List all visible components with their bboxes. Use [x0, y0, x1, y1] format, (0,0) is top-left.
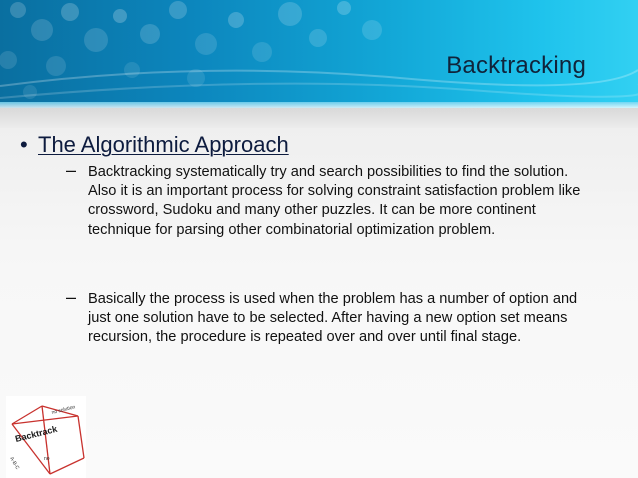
logo-label: no: [44, 456, 50, 462]
paragraph-text: Backtracking systematically try and search possibilities to find the solution. Also it is an important process for solving constraint satisfaction problem like crossword, Sudoku and many other puzzles. It can be more continent technique for parsing other combinatorial optimization problem.: [88, 164, 581, 238]
paragraph-text: Basically the process is used when the problem has a number of option and just one solution have to be selected. After having a new option set means recursion, the procedure is repeated over and over until final stage.: [88, 291, 578, 346]
slide-title: Backtracking: [446, 52, 586, 79]
dash-marker: –: [66, 287, 77, 307]
section-heading: The Algorithmic Approach: [38, 132, 289, 157]
bullet-paragraph: [66, 160, 598, 240]
bullet-dot: •: [20, 132, 28, 157]
logo-label: A-B-C: [8, 456, 21, 471]
logo-label: no solution: [51, 404, 76, 416]
title-underbar: [0, 108, 638, 128]
bullet-paragraph: [66, 287, 598, 348]
backtrack-logo: [6, 396, 86, 478]
heading-bullet: [20, 132, 289, 158]
dash-marker: –: [66, 160, 77, 180]
logo-center-label: Backtrack: [14, 423, 59, 444]
